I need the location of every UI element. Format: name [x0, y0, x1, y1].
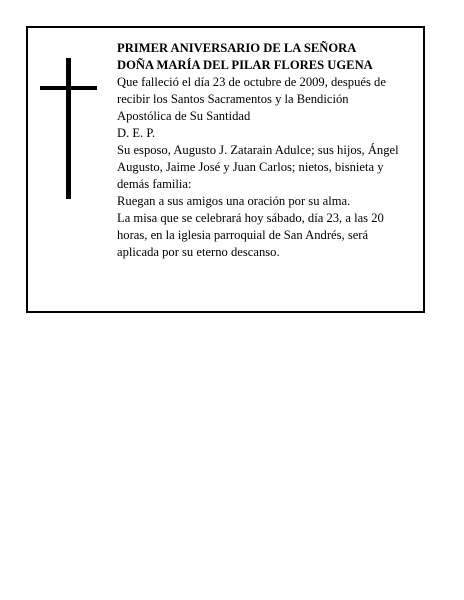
notice-body-line: La misa que se celebrará hoy sábado, día 23, a las 20 — [117, 211, 384, 225]
notice-body-line: Augusto, Jaime José y Juan Carlos; nietos, bisnieta y — [117, 160, 384, 174]
notice-title-line-2: DOÑA MARÍA DEL PILAR FLORES UGENA — [117, 58, 373, 72]
notice-body-line: horas, en la iglesia parroquial de San Andrés, será — [117, 228, 369, 242]
notice-text — [117, 40, 427, 261]
notice-body-line: Ruegan a sus amigos una oración por su alma. — [117, 194, 351, 208]
obituary-notice — [26, 26, 425, 313]
notice-body-line: Apostólica de Su Santidad — [117, 109, 251, 123]
notice-body-line: D. E. P. — [117, 126, 156, 140]
notice-title-line-1: PRIMER ANIVERSARIO DE LA SEÑORA — [117, 41, 357, 55]
notice-body-line: recibir los Santos Sacramentos y la Bendición — [117, 92, 349, 106]
cross-horizontal-bar — [40, 86, 97, 90]
notice-body-line: aplicada por su eterno descanso. — [117, 245, 280, 259]
notice-body-line: Que falleció el día 23 de octubre de 2009, después de — [117, 75, 386, 89]
cross-vertical-bar — [66, 58, 71, 199]
notice-body-line: demás familia: — [117, 177, 192, 191]
notice-body-line: Su esposo, Augusto J. Zatarain Adulce; sus hijos, Ángel — [117, 143, 399, 157]
